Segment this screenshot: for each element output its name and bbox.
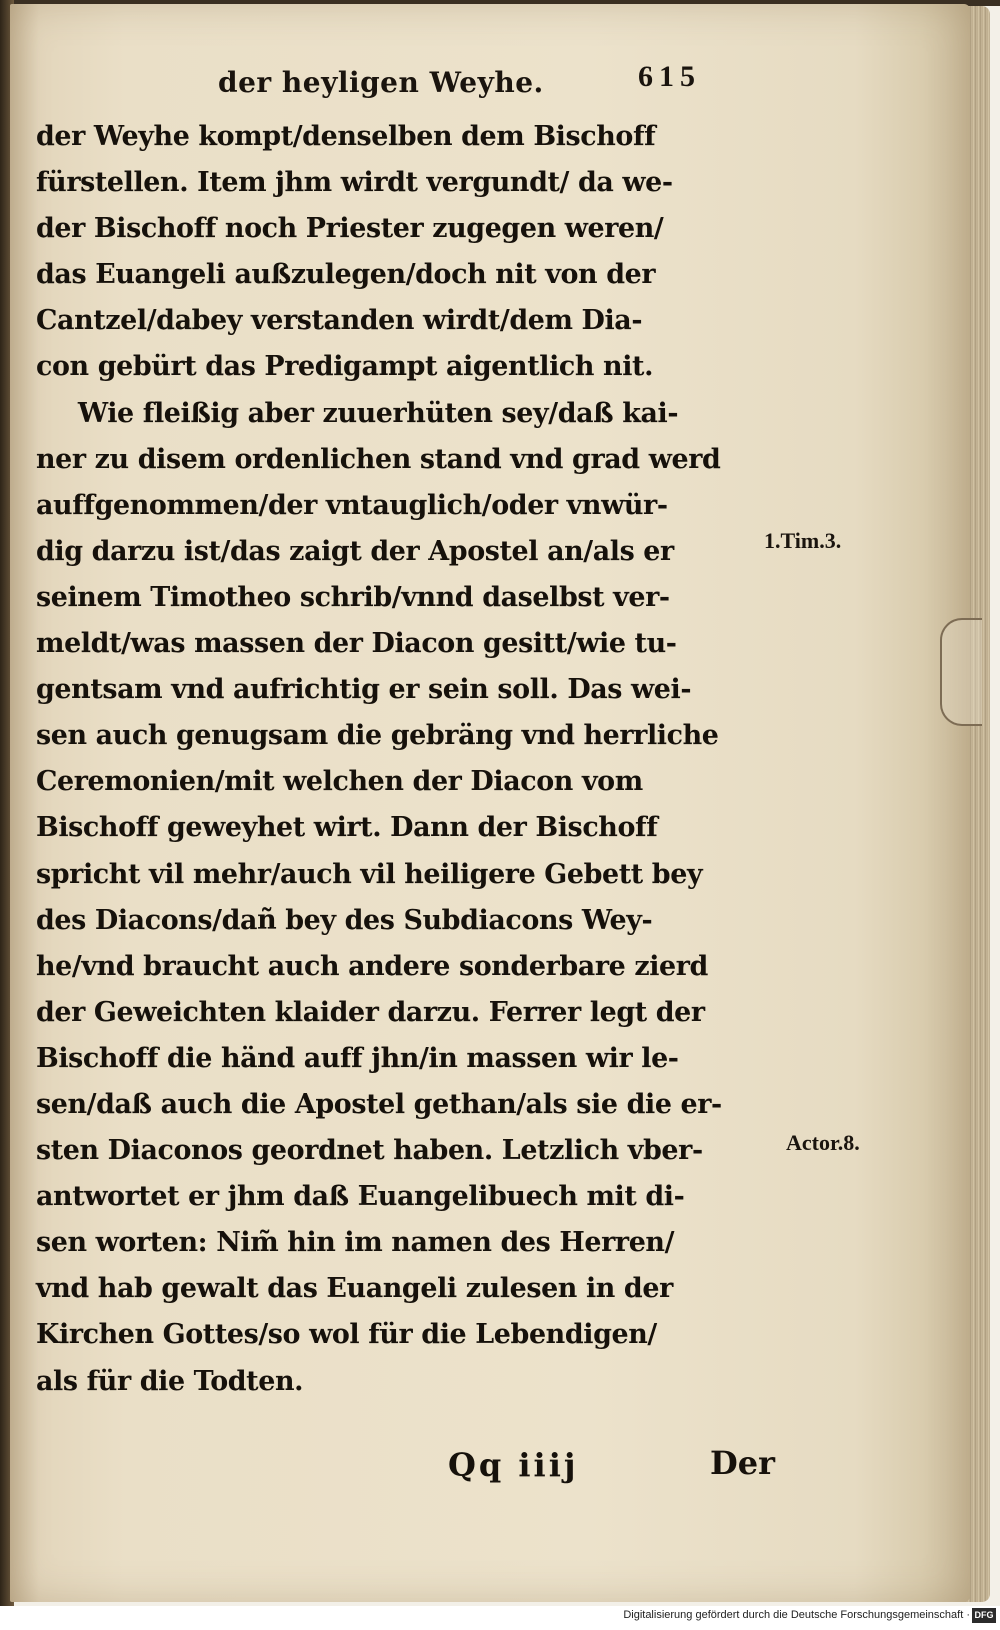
text-line: der Weyhe kompt/denselben dem Bischoff	[36, 121, 656, 152]
text-line: Kirchen Gottes/so wol für die Lebendigen/	[36, 1319, 657, 1351]
text-line: Ceremonien/mit welchen der Diacon vom	[36, 766, 643, 798]
text-line: con gebürt das Predigampt aigentlich nit.	[36, 351, 654, 383]
text-line: meldt/was massen der Diacon gesitt/wie tu-	[36, 628, 677, 660]
text-line: sen auch genugsam die gebräng vnd herrliche	[36, 720, 719, 752]
text-line: Bischoff die händ auff jhn/in massen wir le-	[36, 1042, 679, 1074]
text-line: das Euangeli außzulegen/doch nit von der	[36, 259, 656, 291]
page-number: 615	[638, 60, 701, 93]
text-line: sten Diaconos geordnet haben. Letzlich vber-	[36, 1135, 703, 1167]
text-line: dig darzu ist/das zaigt der Apostel an/als er	[36, 535, 674, 567]
text-line: der Bischoff noch Priester zugegen weren/	[36, 213, 664, 245]
text-line: fürstellen. Item jhm wirdt vergundt/ da we-	[36, 167, 673, 199]
text-line: Bischoff geweyhet wirt. Dann der Bischoff	[36, 812, 658, 844]
dfg-logo: DFG	[972, 1608, 996, 1623]
footer-credit: Digitalisierung gefördert durch die Deutsche Forschungsgemeinschaft ·	[623, 1609, 970, 1621]
signature-mark: Qq iiij	[448, 1446, 579, 1484]
text-line: gentsam vnd aufrichtig er sein soll. Das wei-	[36, 674, 692, 706]
text-line: auffgenommen/der vntauglich/oder vnwür-	[36, 489, 668, 521]
text-line: antwortet er jhm daß Euangelibuech mit di-	[36, 1181, 685, 1213]
text-line: sen/daß auch die Apostel gethan/als sie die er-	[36, 1088, 722, 1120]
catchword: Der	[710, 1444, 775, 1482]
text-line: seinem Timotheo schrib/vnnd daselbst ver-	[36, 581, 670, 613]
text-line: spricht vil mehr/auch vil heiligere Gebett bey	[36, 858, 703, 890]
text-line: sen worten: Nim̃ hin im namen des Herren/	[36, 1227, 675, 1259]
body-text	[36, 114, 756, 1405]
text-line: he/vnd braucht auch andere sonderbare zierd	[36, 950, 708, 982]
text-line: Cantzel/dabey verstanden wirdt/dem Dia-	[36, 305, 643, 337]
page-edge-clip	[940, 618, 982, 726]
text-line: des Diacons/dañ bey des Subdiacons Wey-	[36, 904, 653, 936]
text-line: der Geweichten klaider darzu. Ferrer legt der	[36, 996, 705, 1028]
text-line: Wie fleißig aber zuuerhüten sey/daß kai-	[77, 397, 679, 429]
text-line: ner zu disem ordenlichen stand vnd grad werd	[36, 443, 721, 475]
running-head: der heyligen Weyhe.	[218, 66, 544, 99]
margin-note-actor: Actor.8.	[786, 1130, 860, 1155]
text-line: vnd hab gewalt das Euangeli zulesen in der	[36, 1273, 673, 1305]
text-line: als für die Todten.	[36, 1365, 304, 1397]
margin-note-tim: 1.Tim.3.	[764, 528, 842, 553]
